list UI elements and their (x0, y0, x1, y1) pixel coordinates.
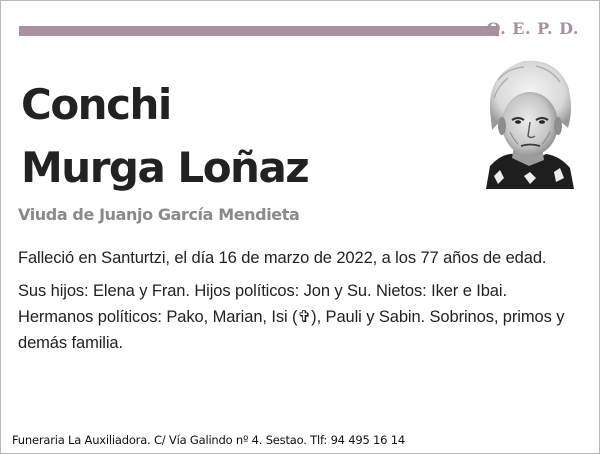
header-bar (19, 26, 499, 36)
deceased-surnames: Murga Loñaz (21, 143, 309, 192)
qepd-label: Q. E. P. D. (486, 19, 579, 38)
funeral-home-footer: Funeraria La Auxiliadora. C/ Vía Galindo nº 4. Sestao. Tlf: 94 495 16 14 (12, 433, 405, 447)
widow-of-line: Viuda de Juanjo García Mendieta (18, 205, 300, 224)
portrait-photo (484, 58, 574, 189)
family-list: Sus hijos: Elena y Fran. Hijos políticos: Jon y Su. Nietos: Iker e Ibai. Hermanos políticos: Pako, Marian, Isi (✞), Pauli y Sabin. Sobrinos, primos y demás familia. (18, 282, 565, 352)
deceased-first-name: Conchi (21, 80, 171, 129)
death-notice: Falleció en Santurtzi, el día 16 de marzo de 2022, a los 77 años de edad. (18, 249, 547, 267)
